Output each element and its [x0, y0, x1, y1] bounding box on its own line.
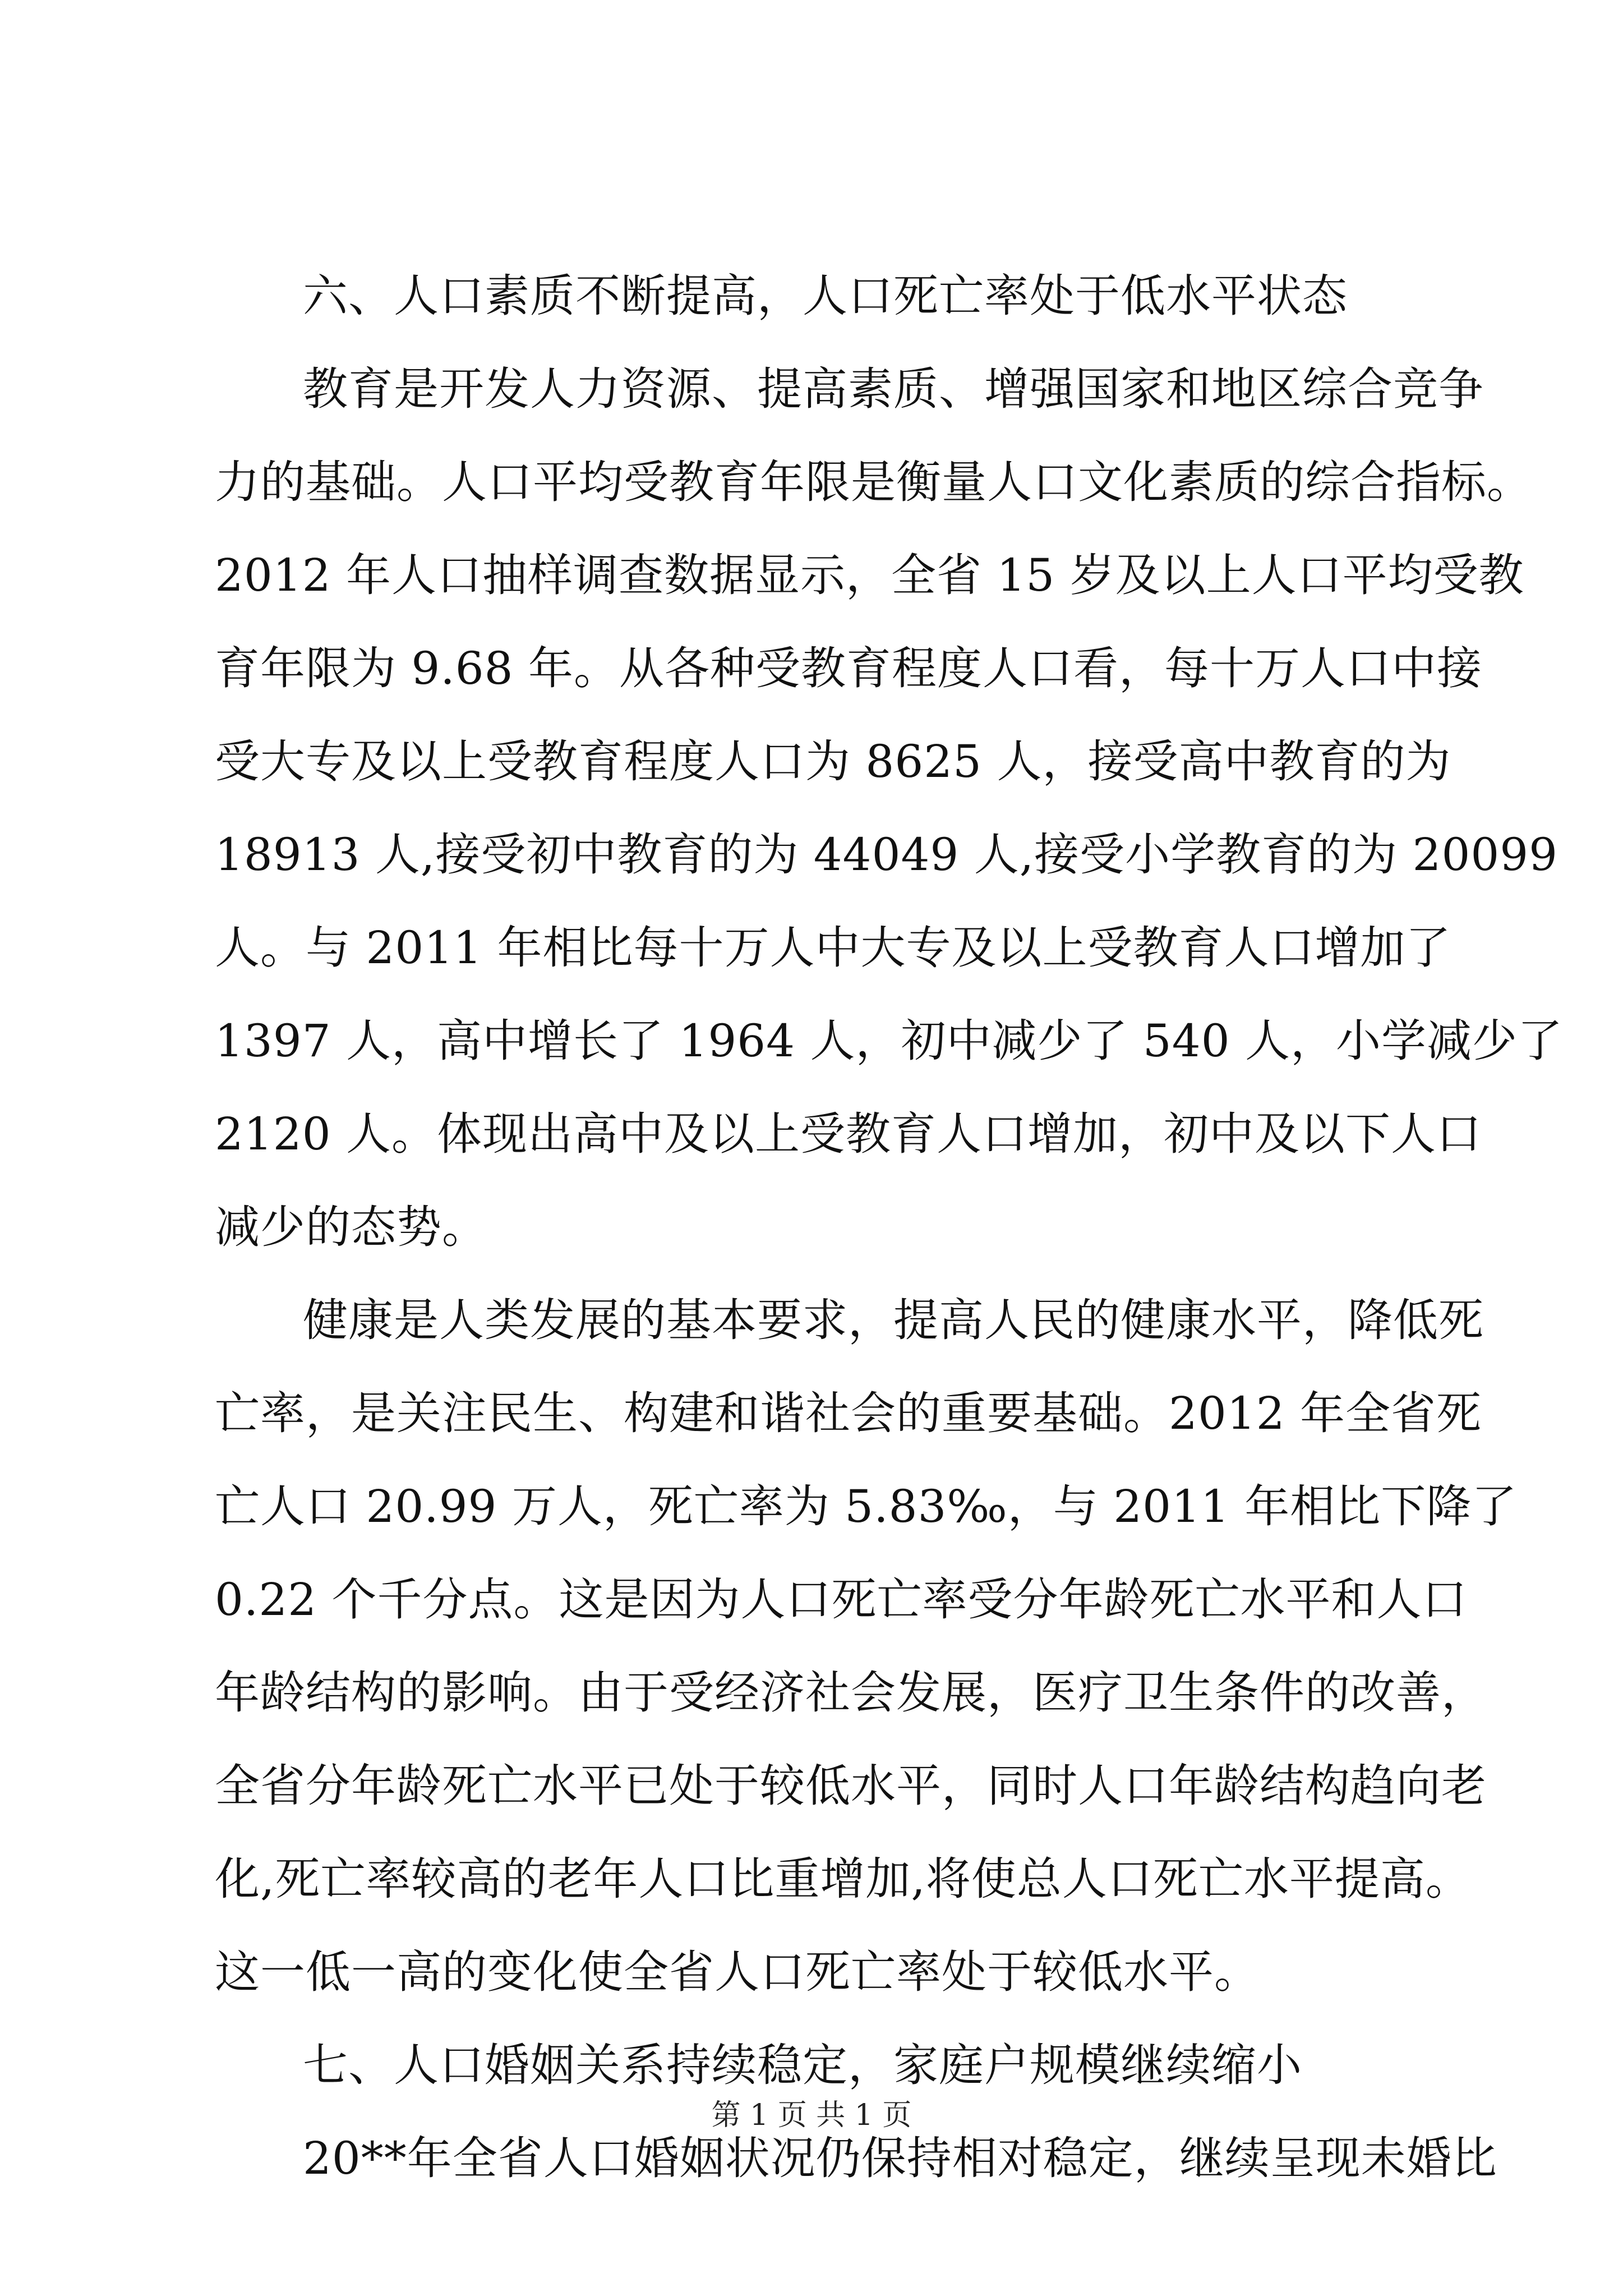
paragraph-health-line: 亡人口 20.99 万人，死亡率为 5.83‰，与 2011 年相比下降了 [215, 1480, 1518, 1533]
paragraph-education-line: 力的基础。人口平均受教育年限是衡量人口文化素质的综合指标。 [215, 456, 1532, 508]
paragraph-education-line: 人。与 2011 年相比每十万人中大专及以上受教育人口增加了 [215, 922, 1451, 974]
paragraph-health-line: 亡率，是关注民生、构建和谐社会的重要基础。2012 年全省死 [215, 1387, 1482, 1439]
paragraph-education-line: 1397 人，高中增长了 1964 人，初中减少了 540 人，小学减少了 [215, 1015, 1564, 1067]
paragraph-health-line: 0.22 个千分点。这是因为人口死亡率受分年龄死亡水平和人口 [215, 1573, 1468, 1626]
paragraph-health-line: 健康是人类发展的基本要求，提高人民的健康水平，降低死 [303, 1294, 1484, 1346]
paragraph-education-line: 2120 人。体现出高中及以上受教育人口增加，初中及以下人口 [215, 1108, 1482, 1160]
paragraph-education-line: 受大专及以上受教育程度人口为 8625 人，接受高中教育的为 [215, 735, 1451, 788]
section-heading-seven: 七、人口婚姻关系持续稳定，家庭户规模继续缩小 [303, 2039, 1302, 2091]
paragraph-health-line: 这一低一高的变化使全省人口死亡率处于较低水平。 [215, 1946, 1260, 1998]
page-number-footer: 第 1 页 共 1 页 [711, 2099, 912, 2132]
paragraph-health-line: 全省分年龄死亡水平已处于较低水平，同时人口年龄结构趋向老 [215, 1760, 1487, 1812]
document-body [215, 250, 1564, 2205]
paragraph-health-line: 化,死亡率较高的老年人口比重增加,将使总人口死亡水平提高。 [215, 1853, 1471, 1905]
paragraph-education-line: 育年限为 9.68 年。从各种受教育程度人口看，每十万人口中接 [215, 642, 1482, 694]
paragraph-education-line: 2012 年人口抽样调查数据显示，全省 15 岁及以上人口平均受教 [215, 549, 1524, 601]
paragraph-education-line: 18913 人,接受初中教育的为 44049 人,接受小学教育的为 20099 [215, 829, 1559, 881]
paragraph-marriage-line: 20**年全省人口婚姻状况仍保持相对稳定，继续呈现未婚比 [303, 2132, 1497, 2184]
paragraph-education-line: 教育是开发人力资源、提高素质、增强国家和地区综合竞争 [303, 363, 1484, 415]
section-heading-six: 六、人口素质不断提高，人口死亡率处于低水平状态 [303, 270, 1348, 322]
paragraph-education-line: 减少的态势。 [215, 1201, 487, 1253]
paragraph-health-line: 年龄结构的影响。由于受经济社会发展，医疗卫生条件的改善， [215, 1667, 1487, 1719]
